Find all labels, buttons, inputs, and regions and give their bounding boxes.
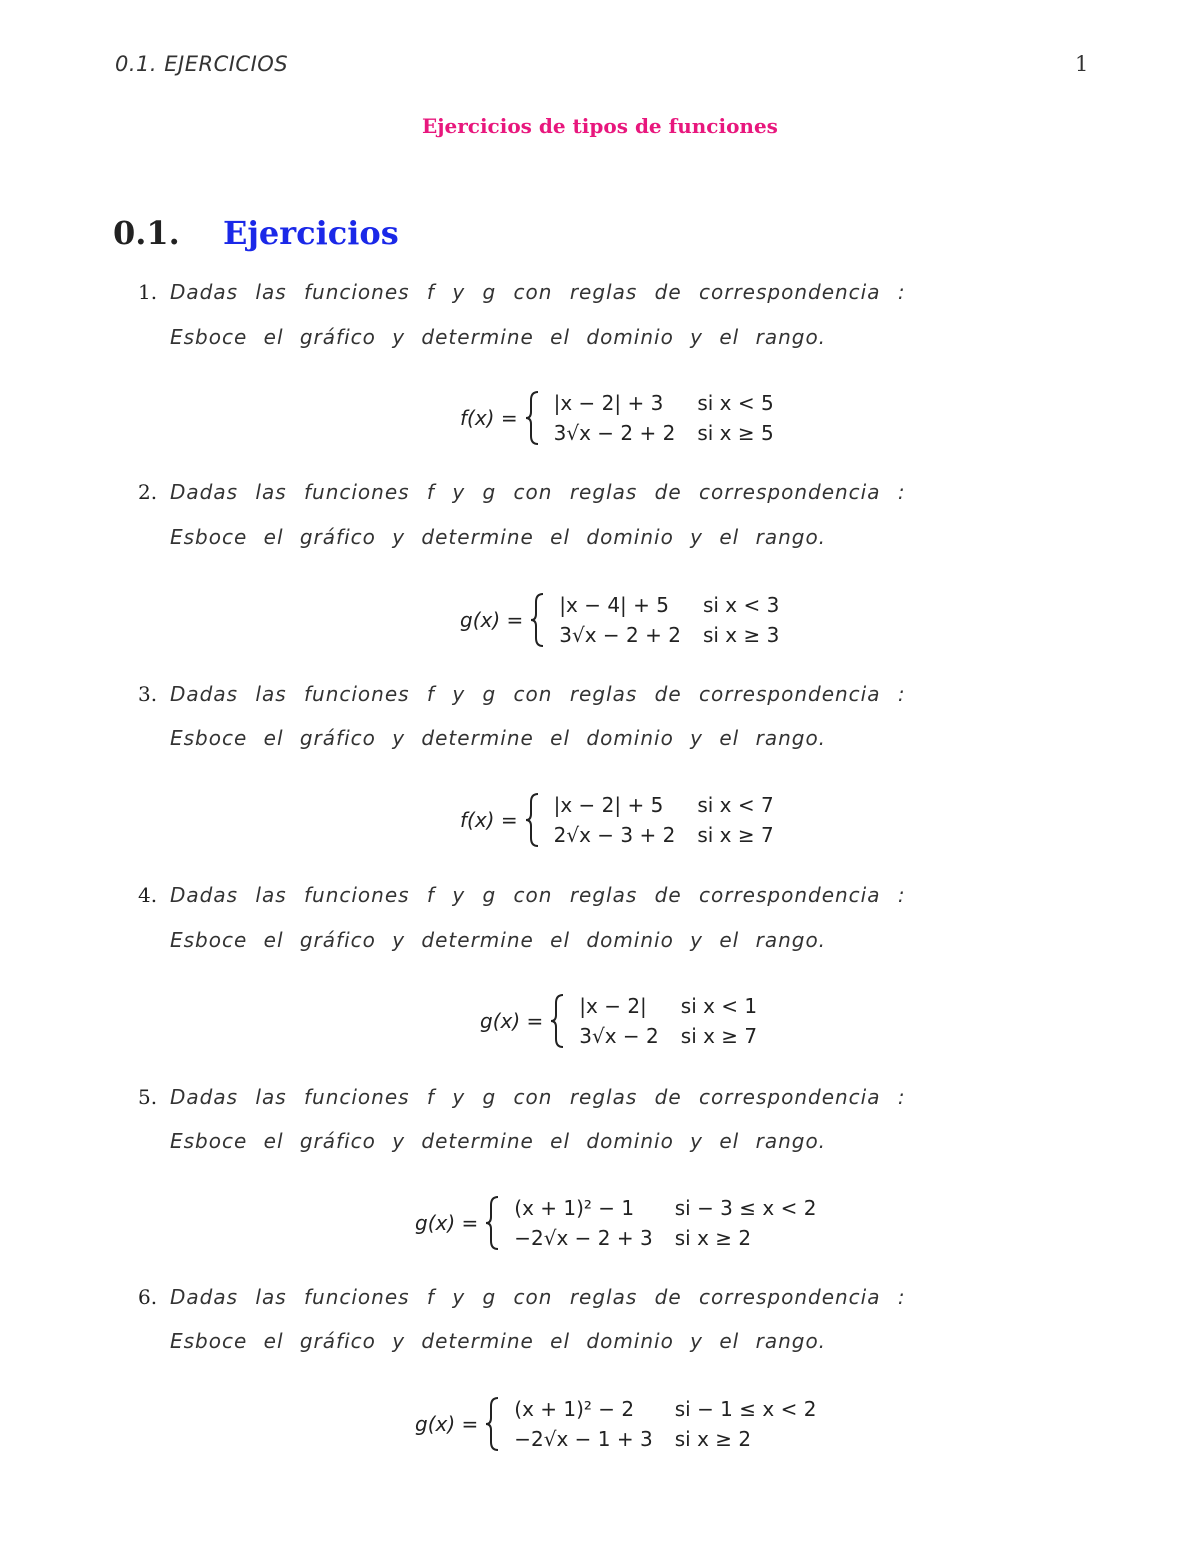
exercise-instruction: Esboce el gráfico y determine el dominio y el rango. <box>170 1329 827 1353</box>
left-brace-icon <box>484 1195 502 1251</box>
case-expression: 3√x − 2 + 2 <box>559 623 681 647</box>
case-condition: si x ≥ 7 <box>697 823 774 847</box>
piecewise-equation <box>480 991 757 1051</box>
case-expression: −2√x − 2 + 3 <box>514 1226 653 1250</box>
case-condition: si x < 5 <box>697 391 774 415</box>
case-expression: 2√x − 3 + 2 <box>553 823 676 847</box>
case-condition: si x ≥ 2 <box>674 1226 752 1250</box>
piecewise-equation <box>415 1394 816 1454</box>
exercise-instruction: Esboce el gráfico y determine el dominio y el rango. <box>170 1129 827 1153</box>
case-condition: si x ≥ 7 <box>680 1024 758 1048</box>
case-condition: si x < 7 <box>697 793 774 817</box>
function-name: g(x) = <box>415 1412 479 1436</box>
case-expression: |x − 2| + 3 <box>553 391 664 415</box>
case-condition: si − 3 ≤ x < 2 <box>674 1196 817 1220</box>
case-expression: 3√x − 2 + 2 <box>553 421 676 445</box>
exercise-statement: Dadas las funciones f y g con reglas de correspondencia : <box>170 480 906 504</box>
page-number: 1 <box>1075 52 1089 76</box>
exercise-instruction: Esboce el gráfico y determine el dominio y el rango. <box>170 525 827 549</box>
running-header: 0.1. EJERCICIOS <box>115 52 289 76</box>
left-brace-icon <box>529 592 547 648</box>
exercise-instruction: Esboce el gráfico y determine el dominio y el rango. <box>170 325 827 349</box>
exercise-statement: Dadas las funciones f y g con reglas de correspondencia : <box>170 682 906 706</box>
function-name: f(x) = <box>460 406 518 430</box>
exercise-number: 3. <box>138 682 158 706</box>
exercise-instruction: Esboce el gráfico y determine el dominio y el rango. <box>170 928 827 952</box>
function-name: f(x) = <box>460 808 518 832</box>
section-number: 0.1. <box>113 214 180 252</box>
left-brace-icon <box>484 1396 502 1452</box>
case-expression: |x − 2| + 5 <box>553 793 664 817</box>
case-expression: (x + 1)² − 1 <box>514 1196 635 1220</box>
case-condition: si x ≥ 5 <box>697 421 774 445</box>
function-name: g(x) = <box>480 1009 544 1033</box>
exercise-number: 4. <box>138 883 158 907</box>
piecewise-equation <box>460 590 779 650</box>
left-brace-icon <box>524 390 542 446</box>
function-name: g(x) = <box>415 1211 479 1235</box>
exercise-number: 2. <box>138 480 158 504</box>
exercise-number: 5. <box>138 1085 158 1109</box>
document-title: Ejercicios de tipos de funciones <box>422 114 778 138</box>
exercise-statement: Dadas las funciones f y g con reglas de correspondencia : <box>170 280 906 304</box>
case-condition: si x ≥ 2 <box>674 1427 752 1451</box>
case-condition: si x ≥ 3 <box>702 623 780 647</box>
left-brace-icon <box>524 792 542 848</box>
left-brace-icon <box>549 993 567 1049</box>
piecewise-equation <box>460 790 774 850</box>
exercise-statement: Dadas las funciones f y g con reglas de correspondencia : <box>170 1085 906 1109</box>
case-expression: |x − 2| <box>579 994 647 1018</box>
case-expression: −2√x − 1 + 3 <box>514 1427 653 1451</box>
case-expression: (x + 1)² − 2 <box>514 1397 635 1421</box>
piecewise-equation <box>415 1193 816 1253</box>
exercise-number: 1. <box>138 280 158 304</box>
case-expression: |x − 4| + 5 <box>559 593 669 617</box>
piecewise-equation <box>460 388 774 448</box>
case-expression: 3√x − 2 <box>579 1024 659 1048</box>
exercise-statement: Dadas las funciones f y g con reglas de correspondencia : <box>170 1285 906 1309</box>
case-condition: si x < 3 <box>702 593 780 617</box>
case-condition: si x < 1 <box>680 994 758 1018</box>
exercise-number: 6. <box>138 1285 158 1309</box>
exercise-statement: Dadas las funciones f y g con reglas de correspondencia : <box>170 883 906 907</box>
section-heading <box>113 214 399 252</box>
exercise-instruction: Esboce el gráfico y determine el dominio y el rango. <box>170 726 827 750</box>
case-condition: si − 1 ≤ x < 2 <box>674 1397 817 1421</box>
function-name: g(x) = <box>460 608 524 632</box>
section-title: Ejercicios <box>222 214 399 252</box>
